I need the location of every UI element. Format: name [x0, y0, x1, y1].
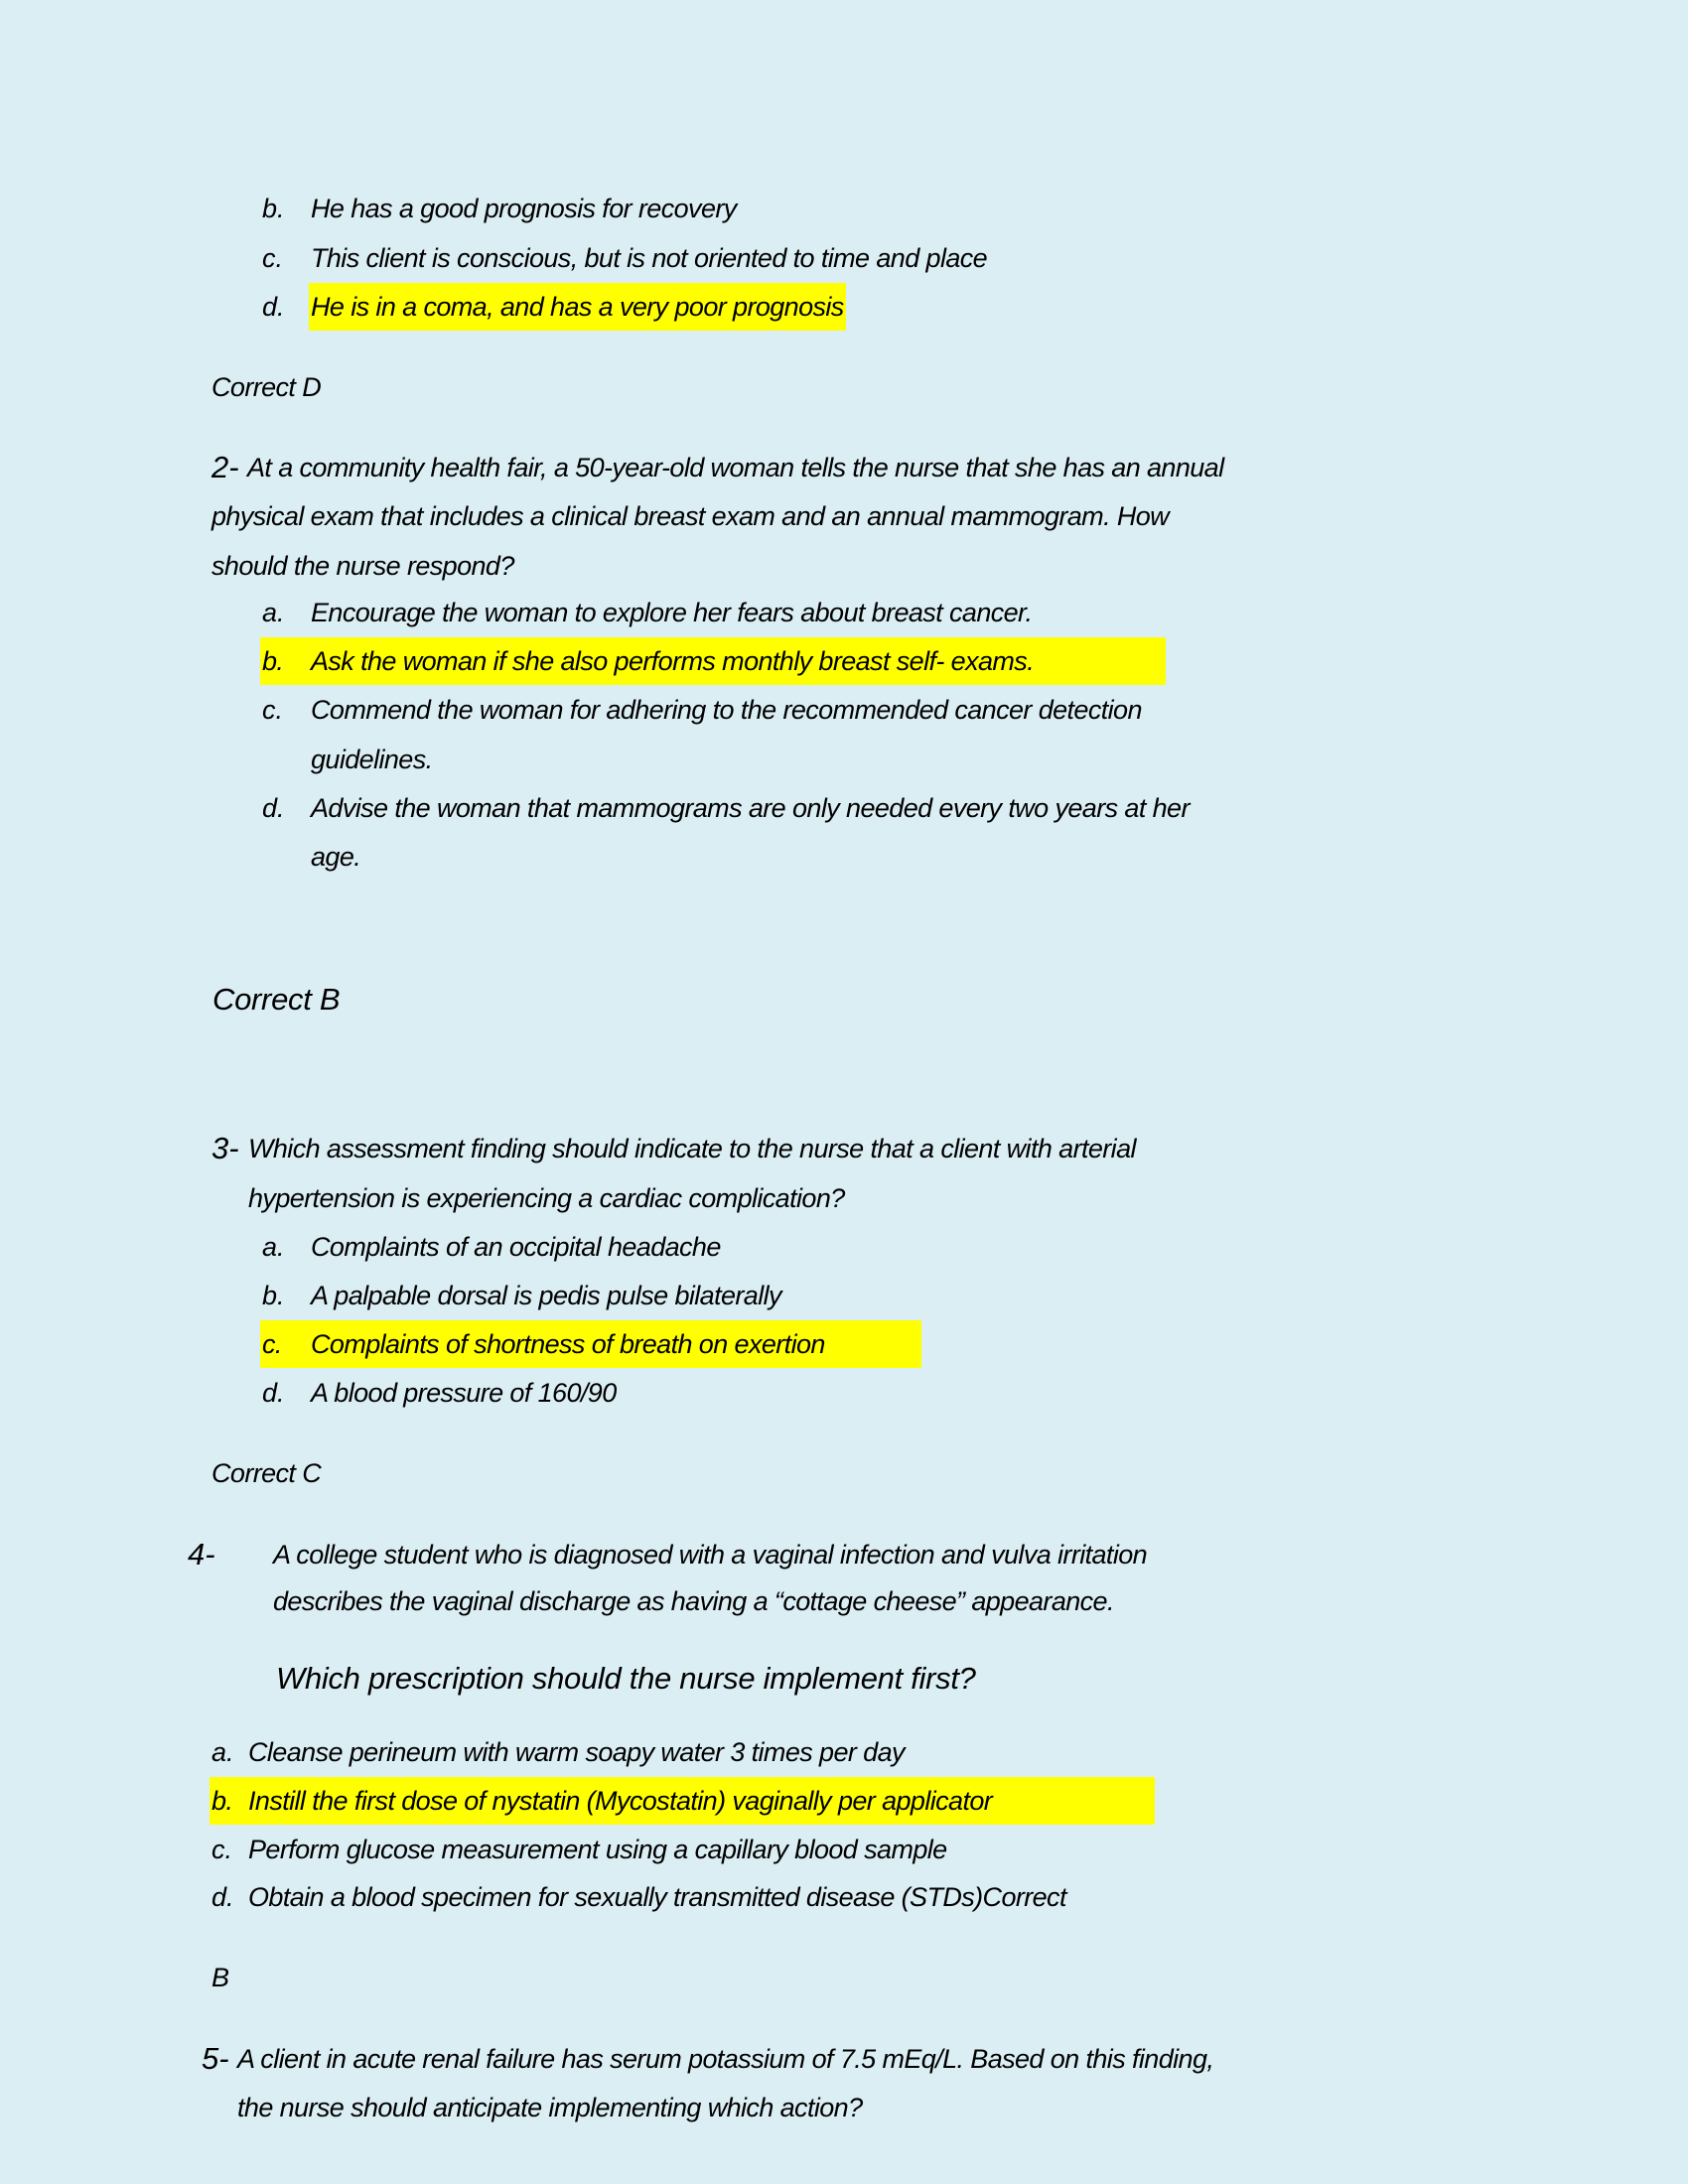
option-letter: a.	[211, 1737, 234, 1767]
question-text: describes the vaginal discharge as having a “cottage cheese” appearance.	[273, 1586, 1114, 1616]
question-text: physical exam that includes a clinical breast exam and an annual mammogram. How	[211, 501, 1170, 531]
question-number: 3-	[211, 1131, 239, 1165]
correct-option	[260, 637, 1166, 685]
option-letter: c.	[262, 243, 284, 273]
correct-option	[260, 1320, 921, 1368]
option-letter: b.	[262, 194, 285, 223]
option-text: Complaints of an occipital headache	[311, 1232, 721, 1262]
question-number: 4-	[188, 1537, 215, 1571]
answer-label: Correct B	[212, 982, 341, 1017]
option-text-cont: age.	[311, 842, 361, 872]
question-text: the nurse should anticipate implementing which action?	[237, 2093, 863, 2122]
option-text: Complaints of shortness of breath on exertion	[311, 1329, 825, 1359]
question-text: A client in acute renal failure has serum potassium of 7.5 mEq/L. Based on this finding,	[237, 2044, 1214, 2074]
question-number: 2-	[211, 450, 239, 484]
option-letter: c.	[211, 1835, 233, 1864]
question-text: hypertension is experiencing a cardiac complication?	[248, 1183, 845, 1213]
question-text: Which assessment finding should indicate to the nurse that a client with arterial	[248, 1134, 1136, 1163]
option-text: Commend the woman for adhering to the recommended cancer detection	[311, 695, 1142, 725]
option-letter: b.	[262, 646, 284, 676]
correct-option-text: He is in a coma, and has a very poor prognosis	[309, 283, 846, 331]
option-letter: c.	[262, 1329, 282, 1359]
answer-label: Correct C	[211, 1458, 322, 1488]
question-number: 5-	[202, 2041, 229, 2076]
option-text: A blood pressure of 160/90	[311, 1378, 617, 1408]
option-text: Perform glucose measurement using a capillary blood sample	[248, 1835, 947, 1864]
answer-label: Correct D	[211, 372, 322, 402]
question-prompt: Which prescription should the nurse implement first?	[276, 1661, 976, 1696]
option-letter: d.	[262, 1378, 285, 1408]
option-text: This client is conscious, but is not oriented to time and place	[311, 243, 988, 273]
option-text: He has a good prognosis for recovery	[311, 194, 737, 223]
option-text: A palpable dorsal is pedis pulse bilaterally	[311, 1281, 781, 1310]
option-text: Encourage the woman to explore her fears about breast cancer.	[311, 598, 1033, 627]
option-letter: b.	[211, 1786, 233, 1816]
option-text-cont: guidelines.	[311, 745, 433, 774]
question-text: At a community health fair, a 50-year-old woman tells the nurse that she has an annual	[247, 453, 1224, 482]
option-letter: d.	[262, 292, 285, 322]
question-text: A college student who is diagnosed with a vaginal infection and vulva irritation	[273, 1540, 1148, 1570]
answer-label: B	[211, 1963, 229, 1992]
option-letter: a.	[262, 1232, 285, 1262]
option-letter: d.	[211, 1882, 234, 1912]
option-letter: b.	[262, 1281, 285, 1310]
correct-option	[210, 1777, 1155, 1825]
option-letter: c.	[262, 695, 284, 725]
question-text: should the nurse respond?	[211, 551, 514, 581]
option-text: Obtain a blood specimen for sexually transmitted disease (STDs)Correct	[248, 1882, 1066, 1912]
option-letter: d.	[262, 793, 285, 823]
option-text: Instill the first dose of nystatin (Mycostatin) vaginally per applicator	[248, 1786, 993, 1816]
option-letter: a.	[262, 598, 285, 627]
option-text: Cleanse perineum with warm soapy water 3 times per day	[248, 1737, 905, 1767]
option-text: Advise the woman that mammograms are only needed every two years at her	[311, 793, 1190, 823]
option-text: Ask the woman if she also performs monthly breast self- exams.	[311, 646, 1035, 676]
